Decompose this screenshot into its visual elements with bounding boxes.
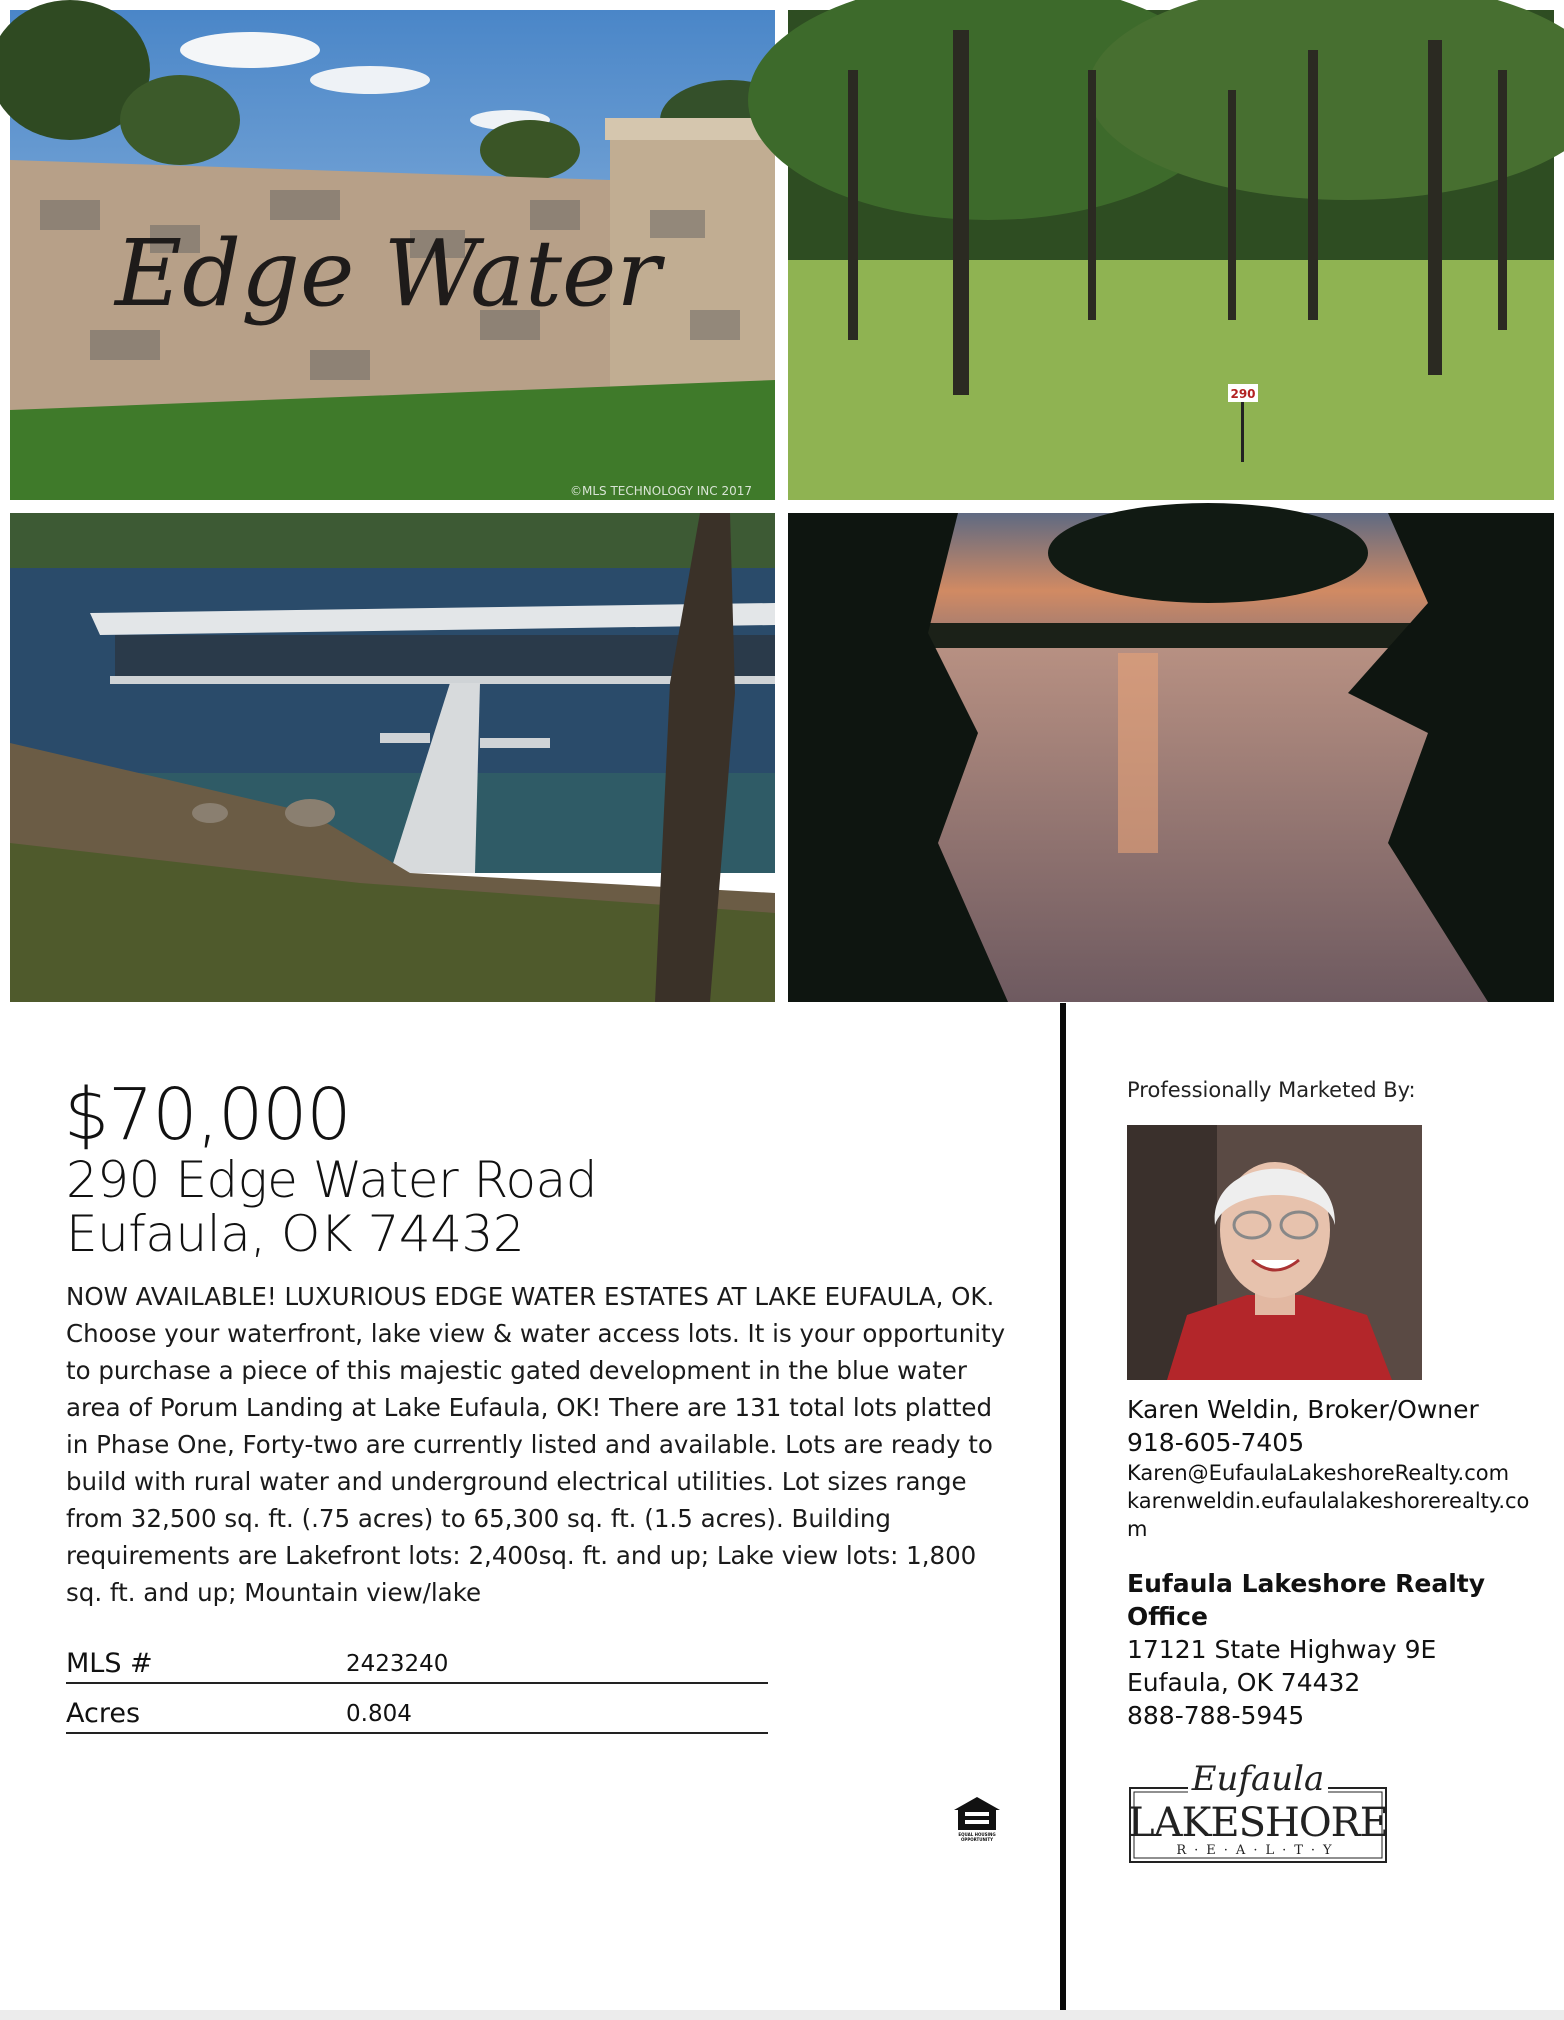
fact-row-mls [66, 1642, 768, 1684]
sign-text: Edge Water [115, 220, 661, 327]
photo-boat-dock [10, 513, 775, 1002]
agent-phone[interactable]: 918-605-7405 [1127, 1428, 1305, 1457]
photo-watermark: ©MLS TECHNOLOGY INC 2017 [570, 484, 753, 498]
fact-value: 0.804 [346, 1701, 412, 1727]
agent-contact [1127, 1393, 1537, 1543]
logo-sub: R·E·A·L·T·Y [1176, 1843, 1340, 1858]
equal-housing-icon [952, 1796, 1002, 1832]
photo-wooded-lot [788, 10, 1554, 500]
office-info [1127, 1567, 1527, 1732]
fact-row-acres [66, 1684, 768, 1734]
listing-facts [66, 1642, 768, 1734]
address-street: 290 Edge Water Road [66, 1151, 597, 1209]
agent-name: Karen Weldin, Broker/Owner [1127, 1395, 1479, 1424]
footer-band [0, 2010, 1564, 2020]
photo-lake-sunset [788, 513, 1554, 1002]
photo-entrance-sign [10, 10, 775, 500]
marketed-by-label: Professionally Marketed By: [1127, 1078, 1416, 1102]
office-street: 17121 State Highway 9E [1127, 1635, 1437, 1664]
equal-housing-text: EQUAL HOUSING OPPORTUNITY [958, 1832, 996, 1842]
listing-description: NOW AVAILABLE! LUXURIOUS EDGE WATER ESTATES AT LAKE EUFAULA, OK. Choose your waterfront, lake view & water access lots. It is your opportunity to purchase a piece of this majestic gated development in the blue water area of Porum Landing at Lake Eufaula, OK! There are 131 total lots platted in Phase One, Forty-two are currently listed and available. Lots are ready to build with rural water and underground electrical utilities. Lot sizes range from 32,500 sq. ft. (.75 acres) to 65,300 sq. ft. (1.5 acres). Building requirements are Lakefront lots: 2,400sq. ft. and up; Lake view lots: 1,800 sq. ft. and up; Mountain view/lake [66, 1282, 1006, 1607]
office-name: Eufaula Lakeshore Realty Office [1127, 1569, 1486, 1631]
column-divider [1060, 1003, 1066, 2010]
address-city: Eufaula, OK 74432 [66, 1205, 525, 1263]
equal-housing-logo [950, 1796, 1004, 1846]
listing-price: $70,000 [64, 1073, 351, 1156]
fact-label: MLS # [66, 1648, 153, 1679]
fact-value: 2423240 [346, 1651, 449, 1677]
agent-website[interactable]: karenweldin.eufaulalakeshorerealty.com [1127, 1489, 1530, 1541]
fact-label: Acres [66, 1698, 141, 1729]
lot-marker: 290 [1230, 387, 1256, 401]
logo-script: Eufaula [1191, 1759, 1325, 1799]
brokerage-logo [1128, 1756, 1388, 1866]
agent-email[interactable]: Karen@EufaulaLakeshoreRealty.com [1127, 1461, 1510, 1485]
logo-main: LAKESHORE [1128, 1800, 1388, 1846]
agent-photo [1127, 1125, 1422, 1380]
office-phone[interactable]: 888-788-5945 [1127, 1701, 1305, 1730]
office-city: Eufaula, OK 74432 [1127, 1668, 1361, 1697]
